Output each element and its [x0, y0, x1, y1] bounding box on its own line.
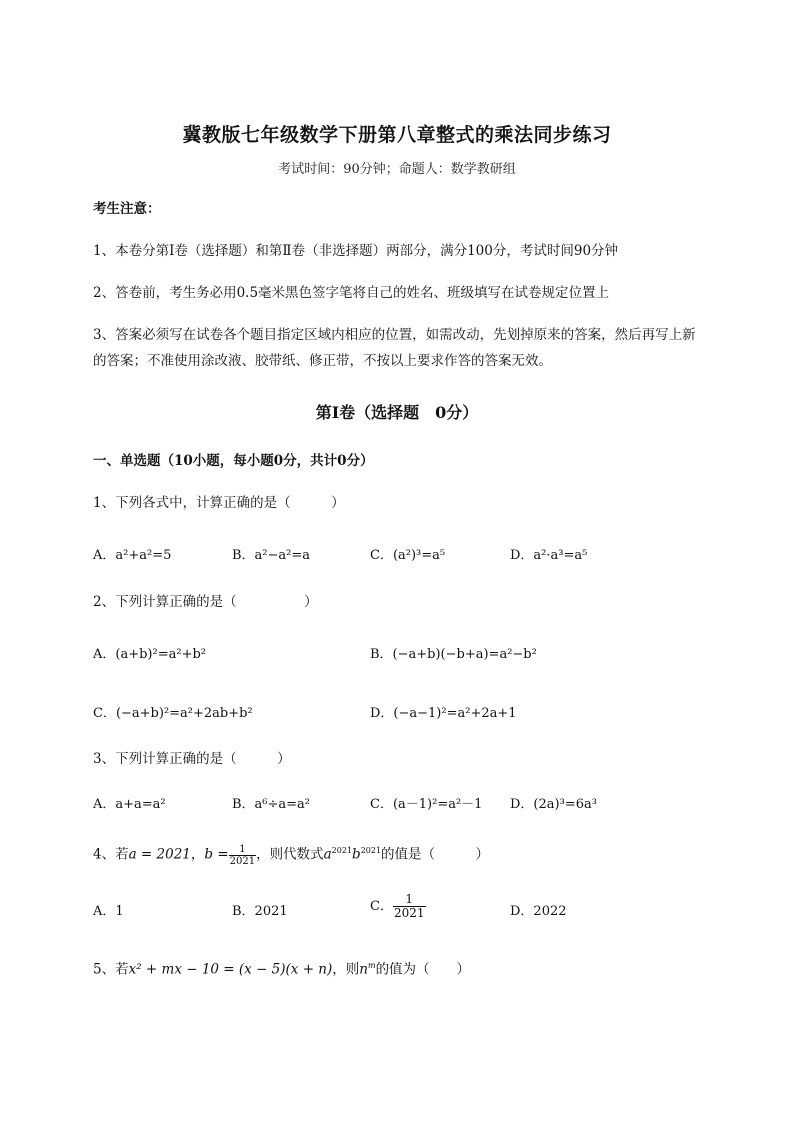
q4-option-a[interactable]: A．1 [93, 904, 124, 919]
q4-stem-mid: ，则代数式 [256, 846, 324, 863]
q1-option-d[interactable]: D．a²·a³=a⁵ [510, 548, 588, 563]
q4-expr-b: b [352, 846, 361, 863]
notice-item-3-cont: 的答案；不准使用涂改液、胶带纸、修正带，不按以上要求作答的答案无效。 [93, 353, 552, 369]
notice-item-2: 2、答卷前，考生务必用0.5毫米黑色签字笔将自己的姓名、班级填写在试卷规定位置上 [93, 285, 610, 301]
q3-option-a[interactable]: A．a+a=a² [93, 797, 166, 812]
q3-option-c[interactable]: C．(a－1)²=a²－1 [370, 797, 483, 812]
q1-option-b[interactable]: B．a²−a²=a [232, 548, 311, 563]
q4-stem-b-denominator: 2021 [229, 855, 256, 867]
q4-option-b[interactable]: B．2021 [232, 904, 288, 919]
q4-option-c-fraction [393, 893, 426, 920]
q4-option-c-label: C． [370, 899, 393, 914]
q1-option-c[interactable]: C．(a²)³=a⁵ [370, 548, 446, 563]
q2-option-b[interactable]: B．(−a+b)(−b+a)=a²−b² [370, 647, 537, 662]
q4-option-c-numerator: 1 [393, 893, 426, 907]
q5-pow-base: n [359, 961, 368, 978]
q4-stem-a: a = 2021 [128, 846, 191, 863]
q4-stem-b-fraction [229, 844, 256, 867]
q4-expr-a: a [323, 846, 332, 863]
q3-option-b[interactable]: B．a⁶÷a=a² [232, 797, 311, 812]
q5-stem-prefix: 5、若 [93, 961, 129, 978]
q4-stem-suffix: 的值是（ ） [381, 846, 490, 863]
q3-option-d[interactable]: D．(2a)³=6a³ [510, 797, 597, 812]
part1-title: 第Ⅰ卷（选择题 0分） [315, 403, 479, 422]
question-1-stem: 1、下列各式中，计算正确的是（ ） [93, 495, 345, 511]
notice-heading: 考生注意： [93, 201, 161, 217]
q5-stem-mid: ，则 [332, 961, 360, 978]
section-heading: 一、单选题（10小题，每小题0分，共计0分） [93, 453, 374, 469]
q4-stem-b-lhs: b = [204, 846, 229, 863]
question-5-stem [93, 955, 470, 981]
q4-stem-prefix: 4、若 [93, 846, 129, 863]
q5-pow-exp: m [367, 961, 376, 970]
q4-stem-sep: ， [190, 846, 205, 863]
q4-option-c-denominator: 2021 [393, 906, 425, 920]
q4-stem-b-numerator: 1 [229, 844, 256, 856]
exam-info-subtitle: 考试时间：90分钟；命题人：数学教研组 [278, 162, 516, 177]
q5-stem-suffix: 的值为（ ） [375, 961, 471, 978]
question-4-stem [93, 840, 489, 867]
q5-stem-equation: x² + mx − 10 = (x − 5)(x + n) [128, 961, 333, 978]
q2-option-d[interactable]: D．(−a−1)²=a²+2a+1 [370, 706, 517, 721]
question-2-stem: 2、下列计算正确的是（ ） [93, 594, 318, 610]
document-title: 冀教版七年级数学下册第八章整式的乘法同步练习 [182, 124, 612, 146]
q1-option-a[interactable]: A．a²+a²=5 [93, 548, 172, 563]
q4-expr-b-exp: 2021 [360, 846, 382, 855]
q4-option-d[interactable]: D．2022 [510, 904, 567, 919]
question-3-stem: 3、下列计算正确的是（ ） [93, 751, 291, 767]
q4-expr-a-exp: 2021 [331, 846, 353, 855]
notice-item-3: 3、答案必须写在试卷各个题目指定区域内相应的位置，如需改动，先划掉原来的答案，然后再写上新 [93, 327, 696, 343]
q2-option-a[interactable]: A．(a+b)²=a²+b² [93, 647, 206, 662]
notice-item-1: 1、本卷分第Ⅰ卷（选择题）和第Ⅱ卷（非选择题）两部分，满分100分，考试时间90分钟 [93, 243, 619, 259]
q4-option-c[interactable] [370, 893, 426, 920]
q2-option-c[interactable]: C．(−a+b)²=a²+2ab+b² [93, 706, 253, 721]
